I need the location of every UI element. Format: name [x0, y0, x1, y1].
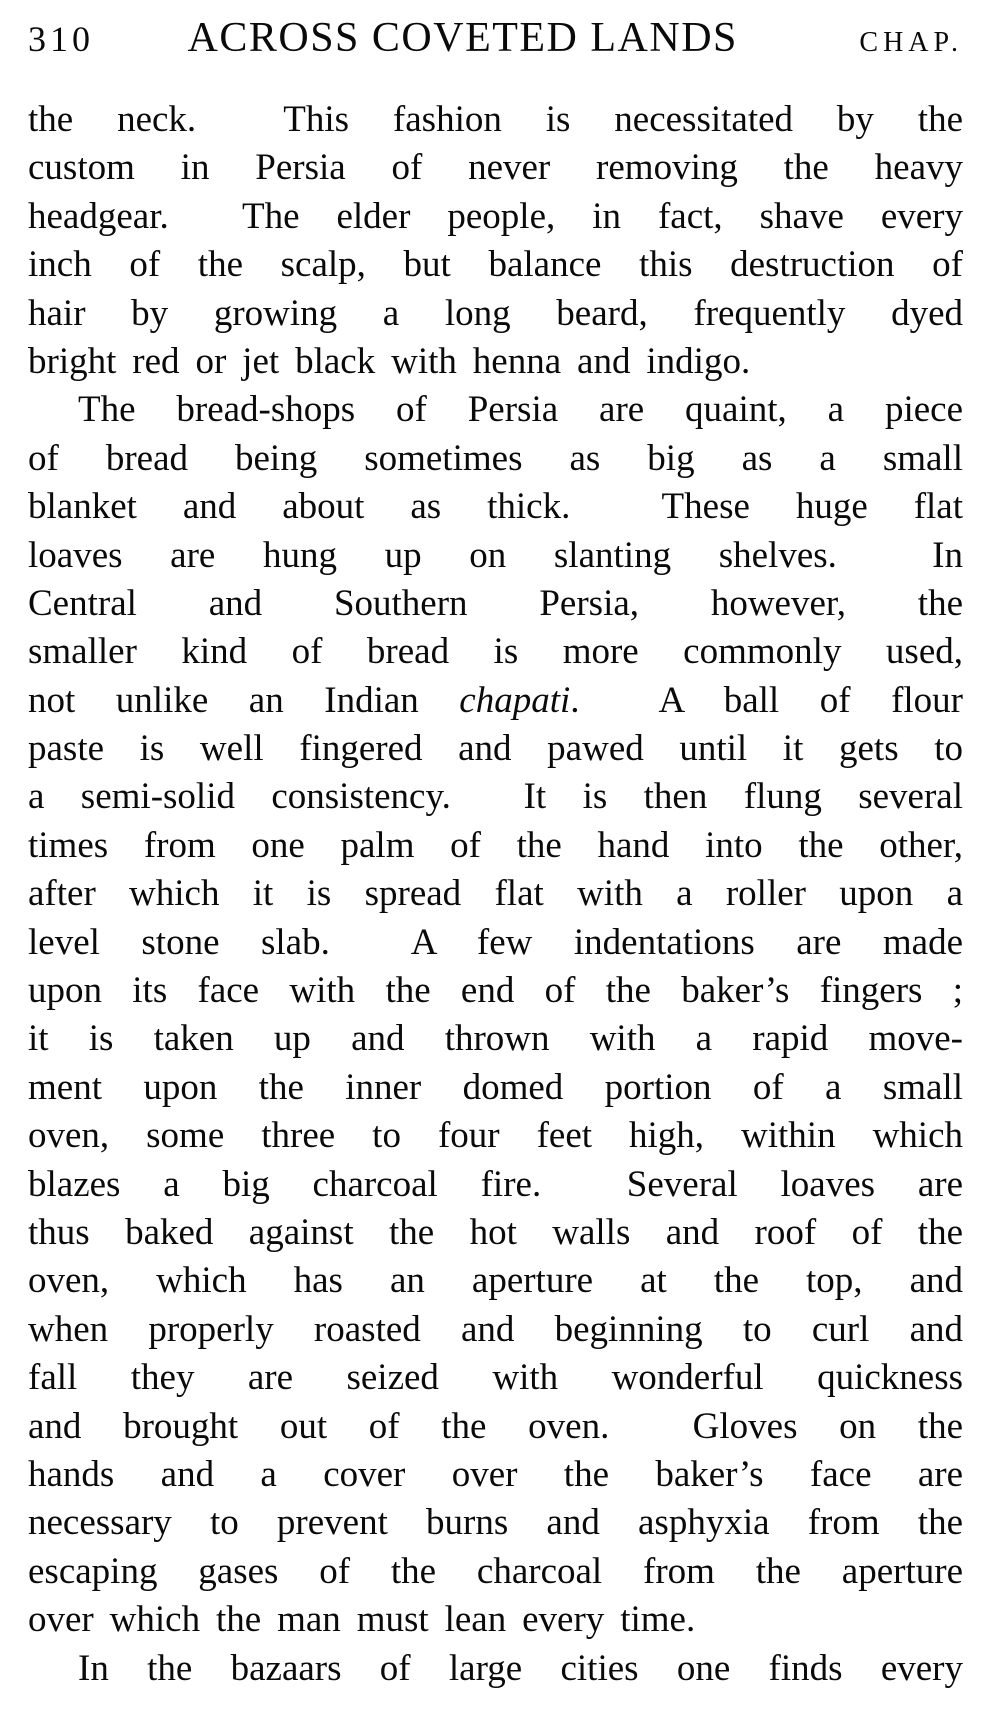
- text-segment: loaves are hung up on slanting shelves. In: [28, 534, 963, 576]
- text-line: [28, 1499, 963, 1547]
- text-line: [28, 193, 963, 241]
- text-line: [28, 1548, 963, 1596]
- page-body: [28, 96, 963, 1693]
- text-segment: hands and a cover over the baker’s face are: [28, 1453, 963, 1495]
- text-segment: the neck. This fashion is necessitated by the: [28, 99, 963, 140]
- paragraph: [28, 386, 963, 1644]
- text-segment: necessary to prevent burns and asphyxia from the: [28, 1502, 963, 1544]
- text-line: [28, 338, 963, 386]
- text-segment: blazes a big charcoal fire. Several loaves are: [28, 1163, 963, 1205]
- text-segment: when properly roasted and beginning to curl and: [28, 1308, 963, 1350]
- text-line: [28, 435, 963, 483]
- text-segment: paste is well fingered and pawed until it gets to: [28, 728, 963, 770]
- running-title: ACROSS COVETED LANDS: [187, 15, 738, 61]
- text-line: [28, 677, 963, 725]
- text-line: [28, 870, 963, 918]
- text-segment: not unlike an Indian: [28, 679, 460, 721]
- paragraph: [28, 1645, 963, 1693]
- text-line: [28, 1451, 963, 1499]
- text-segment: of bread being sometimes as big as a small: [28, 437, 963, 479]
- text-segment: escaping gases of the charcoal from the aperture: [28, 1550, 963, 1592]
- text-segment: and brought out of the oven. Gloves on the: [28, 1405, 963, 1447]
- text-line: [28, 241, 963, 289]
- chapter-label: CHAP.: [859, 27, 963, 58]
- text-segment: headgear. The elder people, in fact, shave every: [28, 195, 963, 237]
- text-segment: In the bazaars of large cities one finds every: [78, 1647, 963, 1689]
- text-segment: fall they are seized with wonderful quickness: [28, 1357, 963, 1399]
- text-line: [28, 1596, 963, 1644]
- text-line: [28, 144, 963, 192]
- paragraph: [28, 96, 963, 386]
- text-segment: . A ball of flour: [570, 679, 963, 721]
- text-segment: level stone slab. A few indentations are made: [28, 921, 963, 963]
- text-line: [28, 1064, 963, 1112]
- text-line: [28, 1112, 963, 1160]
- text-segment: times from one palm of the hand into the other,: [28, 824, 963, 866]
- text-line: [28, 580, 963, 628]
- text-line: [28, 1161, 963, 1209]
- text-segment: blanket and about as thick. These huge flat: [28, 486, 963, 528]
- text-segment: smaller kind of bread is more commonly used,: [28, 631, 963, 673]
- text-segment: ment upon the inner domed portion of a small: [28, 1066, 963, 1108]
- text-line: [28, 483, 963, 531]
- page-number: 310: [28, 19, 94, 59]
- text-line: [28, 290, 963, 338]
- text-line: [28, 725, 963, 773]
- page-header: [28, 14, 963, 62]
- text-segment: after which it is spread flat with a roller upon a: [28, 873, 963, 915]
- text-line: [28, 1306, 963, 1354]
- text-segment: thus baked against the hot walls and roof of the: [28, 1211, 963, 1253]
- text-line: [28, 628, 963, 676]
- text-line: [28, 1257, 963, 1305]
- italic-word: chapati: [459, 679, 571, 721]
- text-line: [28, 1354, 963, 1402]
- text-segment: oven, which has an aperture at the top, and: [28, 1260, 963, 1302]
- text-segment: it is taken up and thrown with a rapid move-: [28, 1018, 963, 1060]
- text-segment: bright red or jet black with henna and indigo.: [28, 340, 751, 382]
- text-line: [28, 1645, 963, 1693]
- text-segment: The bread-shops of Persia are quaint, a piece: [78, 389, 963, 431]
- text-line: [28, 967, 963, 1015]
- text-line: [28, 532, 963, 580]
- text-line: [28, 1403, 963, 1451]
- text-line: [28, 1015, 963, 1063]
- text-segment: inch of the scalp, but balance this destruction of: [28, 244, 963, 286]
- text-line: [28, 386, 963, 434]
- text-segment: a semi-solid consistency. It is then flung several: [28, 776, 963, 818]
- text-segment: custom in Persia of never removing the heavy: [28, 147, 963, 189]
- text-line: [28, 1209, 963, 1257]
- text-segment: over which the man must lean every time.: [28, 1599, 696, 1641]
- text-line: [28, 773, 963, 821]
- text-segment: hair by growing a long beard, frequently dyed: [28, 292, 963, 334]
- text-segment: Central and Southern Persia, however, the: [28, 582, 963, 624]
- text-line: [28, 822, 963, 870]
- text-line: [28, 919, 963, 967]
- text-line: [28, 96, 963, 144]
- text-segment: upon its face with the end of the baker’s fingers ;: [28, 970, 963, 1012]
- text-segment: oven, some three to four feet high, within which: [28, 1115, 963, 1157]
